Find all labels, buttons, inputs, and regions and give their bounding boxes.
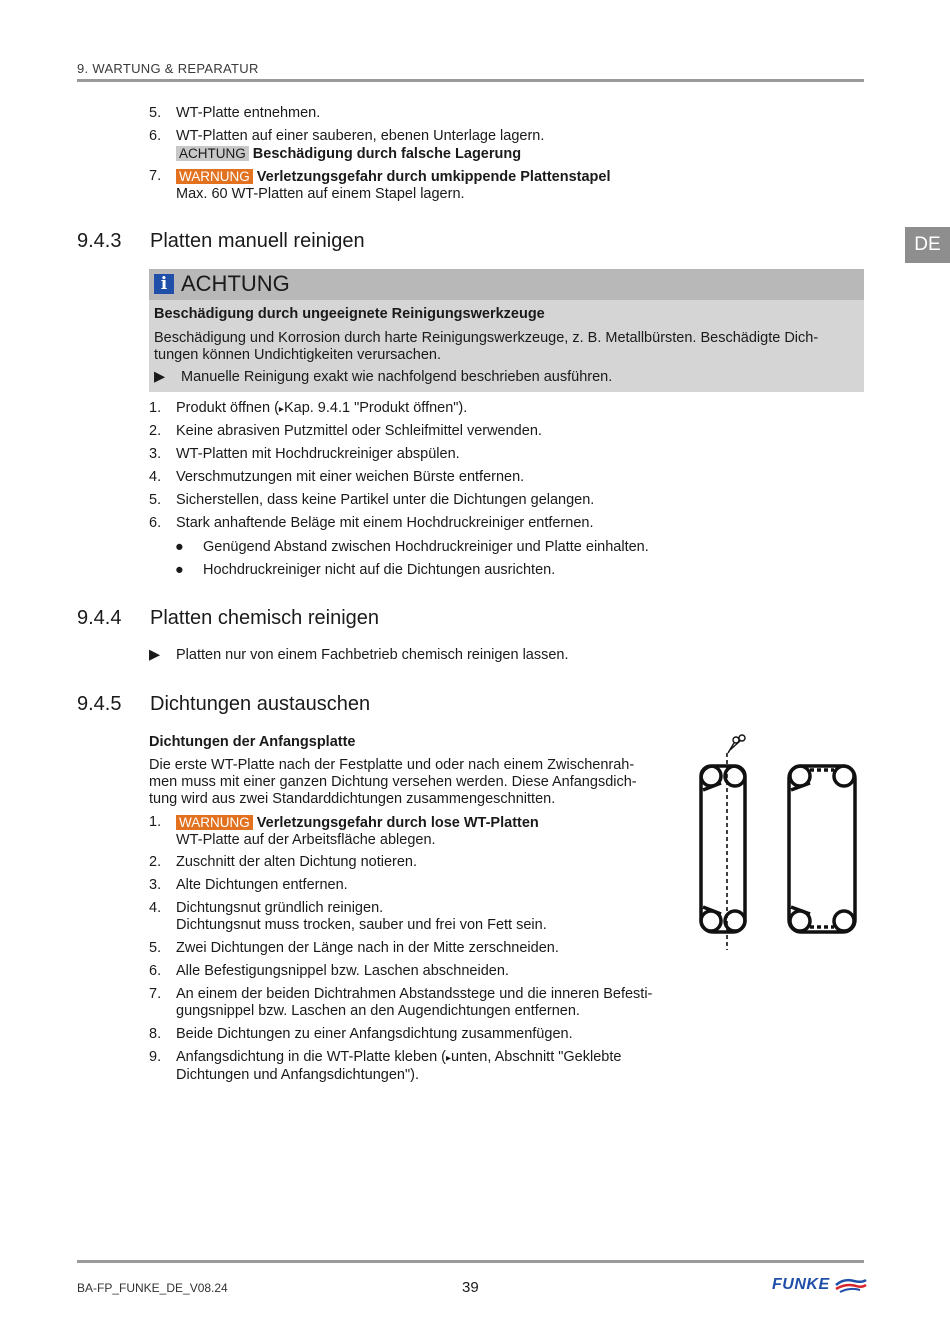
bullet-text: Genügend Abstand zwischen Hochdruckreiniger und Platte einhalten. [203, 539, 649, 555]
step-text: Dichtungsnut muss trocken, sauber und frei von Fett sein. [176, 917, 547, 933]
step-text: Produkt öffnen ( [176, 400, 279, 416]
footer-rule [77, 1260, 864, 1263]
arrow-icon: ▶ [149, 647, 161, 663]
section-number: 9.4.3 [77, 230, 122, 252]
step-text: WT-Platte entnehmen. [176, 105, 321, 121]
step-text: Max. 60 WT-Platten auf einem Stapel lagern. [176, 186, 465, 202]
step-text: Sicherstellen, dass keine Partikel unter die Dichtungen gelangen. [176, 492, 595, 508]
notice-box [149, 269, 864, 392]
subheading: Dichtungen der Anfangsplatte [149, 734, 356, 750]
step-number: 2. [149, 854, 162, 870]
step-number: 1. [149, 814, 162, 830]
page-number: 39 [462, 1279, 479, 1296]
paragraph-line: men muss mit einer ganzen Dichtung versehen werden. Diese Anfangsdich- [149, 774, 637, 790]
step-text: Zwei Dichtungen der Länge nach in der Mitte zerschneiden. [176, 940, 559, 956]
action-text: Platten nur von einem Fachbetrieb chemisch reinigen lassen. [176, 647, 569, 663]
header-rule [77, 79, 864, 82]
paragraph-line: tung wird aus zwei Standarddichtungen zusammengeschnitten. [149, 791, 556, 807]
funke-logo [772, 1276, 868, 1294]
notice-subtitle: Beschädigung durch ungeeignete Reinigungswerkzeuge [154, 306, 545, 322]
cross-reference-link[interactable]: Kap. 9.4.1 "Produkt öffnen"). [283, 400, 468, 416]
step-text: WT-Platte auf der Arbeitsfläche ablegen. [176, 832, 436, 848]
reference-arrow-icon: ▸ [446, 1053, 452, 1064]
warnung-badge: WARNUNG [176, 169, 253, 184]
document-id: BA-FP_FUNKE_DE_V08.24 [77, 1281, 228, 1295]
achtung-badge: ACHTUNG [176, 146, 249, 161]
step-number: 5. [149, 492, 162, 508]
step-text: WT-Platten auf einer sauberen, ebenen Unterlage lagern. [176, 128, 545, 144]
warnung-badge: WARNUNG [176, 815, 253, 830]
step-text: Alte Dichtungen entfernen. [176, 877, 348, 893]
bullet-icon: ● [175, 539, 184, 555]
step-text: Dichtungsnut gründlich reinigen. [176, 900, 384, 916]
badge-text: Verletzungsgefahr durch umkippende Plattenstapel [256, 169, 611, 185]
step-text: Verschmutzungen mit einer weichen Bürste entfernen. [176, 469, 525, 485]
step-text: An einem der beiden Dichtrahmen Abstandsstege und die inneren Befesti- [176, 986, 653, 1002]
notice-line: tungen können Undichtigkeiten verursachen. [154, 347, 441, 363]
section-number: 9.4.5 [77, 693, 122, 715]
step-number: 5. [149, 940, 162, 956]
section-title: Platten manuell reinigen [150, 230, 365, 252]
gasket-plate-left [701, 766, 745, 932]
step-number: 7. [149, 986, 162, 1002]
step-number: 9. [149, 1049, 162, 1065]
step-text: Dichtungen und Anfangsdichtungen"). [176, 1067, 419, 1083]
notice-text [154, 330, 854, 364]
step-text: Alle Befestigungsnippel bzw. Laschen abschneiden. [176, 963, 509, 979]
action-text: Manuelle Reinigung exakt wie nachfolgend beschrieben ausführen. [181, 369, 613, 385]
section-number: 9.4.4 [77, 607, 122, 629]
cross-reference-link[interactable]: unten, Abschnitt "Geklebte [451, 1049, 622, 1065]
section-title: Dichtungen austauschen [150, 693, 371, 715]
funke-logo-icon [834, 1276, 868, 1294]
notice-title: ACHTUNG [181, 271, 290, 296]
notice-line: Beschädigung und Korrosion durch harte Reinigungswerkzeuge, z. B. Metallbürsten. Beschädigte Dich- [154, 330, 819, 346]
badge-text: Beschädigung durch falsche Lagerung [252, 146, 522, 162]
paragraph-line: Die erste WT-Platte nach der Festplatte und oder nach einem Zwischenrah- [149, 757, 635, 773]
logo-text: FUNKE [772, 1276, 830, 1293]
arrow-icon: ▶ [154, 369, 166, 385]
badge-text: Verletzungsgefahr durch lose WT-Platten [256, 815, 539, 831]
step-number: 4. [149, 900, 162, 916]
step-text: Zuschnitt der alten Dichtung notieren. [176, 854, 417, 870]
info-icon: i [154, 274, 174, 294]
step-text: Beide Dichtungen zu einer Anfangsdichtung zusammenfügen. [176, 1026, 573, 1042]
step-number: 1. [149, 400, 162, 416]
bullet-text: Hochdruckreiniger nicht auf die Dichtungen ausrichten. [203, 562, 556, 578]
step-text: Anfangsdichtung in die WT-Platte kleben ( [176, 1049, 447, 1065]
step-number: 6. [149, 515, 162, 531]
step-number: 4. [149, 469, 162, 485]
bullet-icon: ● [175, 562, 184, 578]
header-section: 9. WARTUNG & REPARATUR [77, 61, 259, 76]
gasket-plate-right [789, 766, 855, 932]
step-text: WT-Platten mit Hochdruckreiniger abspülen. [176, 446, 460, 462]
gasket-figure [690, 728, 870, 953]
step-text: gungsnippel bzw. Laschen an den Augendichtungen entfernen. [176, 1003, 580, 1019]
step-number: 6. [149, 128, 162, 144]
scissors-icon [728, 735, 745, 753]
step-text: Keine abrasiven Putzmittel oder Schleifmittel verwenden. [176, 423, 542, 439]
step-number: 2. [149, 423, 162, 439]
language-tab: DE [905, 227, 950, 263]
step-number: 8. [149, 1026, 162, 1042]
step-number: 5. [149, 105, 162, 121]
step-text: Stark anhaftende Beläge mit einem Hochdruckreiniger entfernen. [176, 515, 594, 531]
step-number: 7. [149, 168, 162, 184]
step-number: 3. [149, 446, 162, 462]
paragraph [149, 757, 669, 808]
step-number: 3. [149, 877, 162, 893]
notice-header [149, 269, 864, 300]
step-number: 6. [149, 963, 162, 979]
section-title: Platten chemisch reinigen [150, 607, 380, 629]
reference-arrow-icon: ▸ [278, 404, 284, 415]
